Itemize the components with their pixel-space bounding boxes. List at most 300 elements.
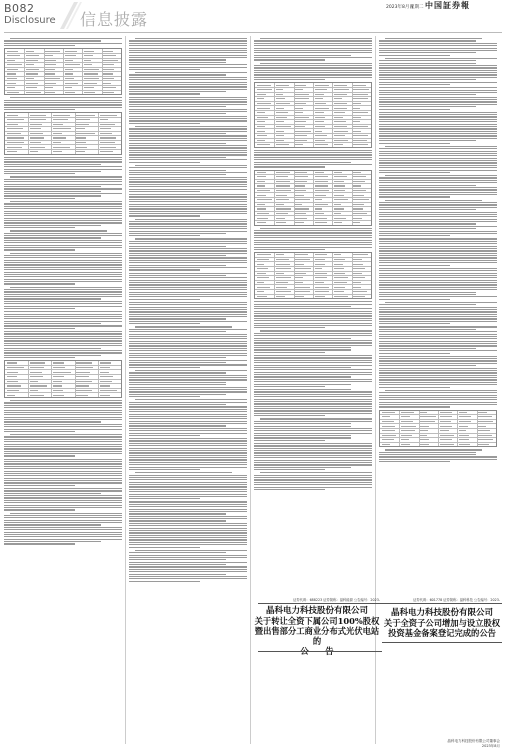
text-line [4, 249, 75, 250]
text-line [4, 543, 75, 544]
page-code: B082 [4, 2, 35, 15]
text-line [254, 67, 372, 68]
text-line [254, 452, 372, 453]
text-line [129, 506, 247, 507]
text-line [254, 413, 372, 414]
text-line [10, 201, 122, 202]
text-line [379, 253, 497, 254]
text-line [4, 188, 122, 189]
text-line [129, 147, 247, 148]
text-line [4, 272, 122, 273]
text-line [4, 405, 122, 406]
text-line [4, 274, 122, 275]
text-line [129, 69, 200, 70]
newspaper-name: 中国証券報 [425, 0, 470, 10]
text-line [379, 153, 497, 154]
text-line [129, 562, 247, 563]
footer-signature [448, 739, 501, 748]
text-line [254, 313, 372, 314]
text-line [129, 467, 247, 468]
text-line [379, 65, 497, 66]
text-line [379, 314, 497, 315]
text-line [254, 482, 372, 483]
text-line [4, 493, 101, 494]
text-line [129, 199, 247, 200]
text-line [379, 235, 450, 236]
text-line [129, 530, 247, 531]
text-line [385, 200, 482, 201]
text-line [379, 289, 497, 290]
text-line [129, 513, 226, 514]
text-line [254, 406, 372, 407]
text-line [129, 396, 200, 397]
text-line [129, 208, 247, 209]
text-line [129, 64, 247, 65]
text-line [379, 323, 450, 324]
text-line [4, 534, 122, 535]
text-line [254, 367, 351, 368]
text-line [129, 140, 247, 141]
text-line [379, 43, 497, 44]
text-line [129, 89, 247, 90]
text-line [254, 70, 372, 71]
footer-line: 晶科电力科技股份有限公司董事会 [447, 739, 500, 743]
text-line [129, 569, 247, 570]
text-line [129, 404, 226, 405]
column-divider [125, 36, 126, 744]
text-line [254, 249, 325, 250]
footer-line: 2023年8月 [481, 743, 500, 748]
text-line [129, 157, 226, 158]
text-line [4, 338, 122, 339]
text-line [10, 400, 122, 401]
text-line [4, 260, 122, 261]
text-line [129, 74, 226, 75]
text-line [129, 150, 247, 151]
text-line [254, 410, 372, 411]
text-line [4, 220, 122, 221]
text-line [4, 227, 75, 228]
text-line [379, 404, 497, 405]
text-line [254, 357, 372, 358]
text-line [379, 268, 497, 269]
text-line [379, 296, 497, 297]
text-line [4, 414, 122, 415]
text-line [254, 415, 325, 416]
text-line [129, 323, 200, 324]
text-line [129, 574, 226, 575]
text-line [129, 79, 247, 80]
text-line [379, 106, 476, 107]
text-line [379, 370, 497, 371]
text-line [379, 326, 497, 327]
text-line [254, 399, 372, 400]
text-line [379, 461, 450, 462]
text-line [4, 181, 122, 182]
text-line [129, 179, 247, 180]
text-line [379, 379, 497, 380]
text-line [129, 133, 226, 134]
text-line [379, 452, 476, 453]
text-line [4, 267, 122, 268]
text-line [260, 38, 372, 39]
text-line [129, 334, 247, 335]
text-line [129, 269, 200, 270]
text-line [129, 377, 247, 378]
text-line [379, 375, 497, 376]
page-header [0, 0, 506, 34]
text-line [4, 532, 122, 533]
text-line [254, 430, 372, 431]
text-line [379, 265, 450, 266]
text-line [4, 439, 122, 440]
text-line [254, 43, 372, 44]
header-rule [4, 32, 502, 33]
text-line [385, 58, 497, 59]
text-column-2 [129, 36, 247, 744]
text-line [129, 45, 247, 46]
text-line [254, 323, 372, 324]
text-line [379, 182, 497, 183]
text-line [4, 198, 75, 199]
text-line [379, 358, 497, 359]
text-line [129, 128, 247, 129]
text-line [135, 38, 247, 39]
text-line [4, 451, 122, 452]
text-line [254, 242, 372, 243]
text-line [379, 189, 497, 190]
text-line [129, 287, 247, 288]
text-line [129, 443, 247, 444]
text-line [129, 539, 247, 540]
text-line [379, 307, 497, 308]
text-line [379, 395, 497, 396]
text-line [129, 99, 247, 100]
text-line [379, 363, 497, 364]
text-line [379, 257, 497, 258]
text-line [129, 477, 247, 478]
text-line [254, 457, 372, 458]
text-line [129, 336, 247, 337]
text-line [129, 576, 247, 577]
announcement-rule [258, 603, 382, 604]
text-line [379, 90, 497, 91]
text-line [129, 143, 226, 144]
text-line [379, 282, 497, 283]
text-line [129, 228, 247, 229]
text-line [129, 120, 247, 121]
announcement-title-line: 投资基金备案登记完成的公告 [388, 628, 496, 638]
text-line [4, 340, 122, 341]
text-line [129, 489, 247, 490]
text-line [4, 296, 122, 297]
text-line [10, 287, 122, 288]
text-line [379, 128, 497, 129]
text-line [4, 328, 75, 329]
text-line [129, 353, 247, 354]
text-line [129, 77, 247, 78]
text-line [129, 246, 226, 247]
text-line [4, 490, 122, 491]
text-line [10, 38, 122, 39]
text-line [129, 520, 226, 521]
text-line [254, 79, 325, 80]
text-line [379, 214, 497, 215]
text-line [379, 365, 476, 366]
text-line [4, 279, 122, 280]
text-line [379, 74, 497, 75]
text-line [379, 79, 476, 80]
text-line [129, 486, 247, 487]
text-line [379, 243, 497, 244]
text-line [4, 480, 122, 481]
text-line [129, 67, 247, 68]
text-line [379, 228, 476, 229]
text-line [129, 484, 247, 485]
text-line [379, 170, 497, 171]
text-line [4, 355, 101, 356]
text-line [379, 238, 497, 239]
text-line [379, 104, 497, 105]
text-line [4, 520, 122, 521]
text-line [254, 320, 372, 321]
text-line [129, 111, 247, 112]
text-line [379, 84, 450, 85]
text-line [135, 126, 247, 127]
text-line [4, 468, 122, 469]
table-row [255, 143, 371, 147]
text-line [4, 488, 122, 489]
text-line [379, 454, 476, 455]
text-line [254, 435, 351, 436]
text-line [4, 502, 122, 503]
text-line [254, 57, 372, 58]
text-line [4, 541, 101, 542]
announcement-title-block [252, 606, 382, 656]
text-line [254, 381, 372, 382]
text-line [379, 140, 476, 141]
text-line [379, 126, 497, 127]
text-line [4, 348, 101, 349]
text-line [129, 93, 200, 94]
text-line [379, 246, 497, 247]
text-line [129, 257, 247, 258]
text-line [379, 318, 497, 319]
text-line [4, 102, 122, 103]
text-line [254, 469, 325, 470]
text-line [129, 253, 247, 254]
text-line [379, 67, 497, 68]
text-line [254, 365, 372, 366]
text-line [129, 440, 247, 441]
table-row [380, 443, 496, 447]
text-line [379, 209, 476, 210]
text-line [4, 453, 122, 454]
text-line [129, 394, 226, 395]
text-line [135, 326, 232, 327]
text-line [379, 255, 497, 256]
text-line [254, 72, 372, 73]
text-line [129, 459, 247, 460]
text-line [254, 437, 351, 438]
text-line [379, 187, 497, 188]
text-line [129, 267, 247, 268]
text-line [129, 491, 247, 492]
text-line [129, 457, 247, 458]
text-line [379, 459, 497, 460]
text-line [379, 138, 497, 139]
text-line [379, 284, 497, 285]
text-line [379, 343, 497, 344]
text-line [254, 396, 372, 397]
text-line [4, 475, 122, 476]
text-line [129, 525, 247, 526]
text-line [4, 247, 122, 248]
text-line [129, 316, 247, 317]
text-line [129, 379, 247, 380]
text-line [254, 389, 351, 390]
text-line [4, 321, 122, 322]
text-line [4, 539, 122, 540]
text-line [129, 314, 247, 315]
text-line [4, 410, 122, 411]
text-line [129, 448, 247, 449]
text-line [254, 159, 372, 160]
text-line [129, 516, 247, 517]
text-line [129, 233, 226, 234]
text-line [254, 374, 372, 375]
text-line [254, 77, 372, 78]
text-line [379, 262, 497, 263]
text-line [4, 257, 122, 258]
text-line [135, 399, 247, 400]
text-line [129, 518, 247, 519]
text-line [135, 72, 247, 73]
text-line [4, 235, 122, 236]
text-line [379, 336, 497, 337]
text-line [4, 276, 122, 277]
text-line [129, 348, 247, 349]
text-line [379, 185, 476, 186]
text-line [4, 431, 75, 432]
text-line [129, 211, 247, 212]
text-line [129, 131, 247, 132]
text-line [129, 494, 247, 495]
issue-date: 2023年8月日 [386, 5, 414, 10]
text-line [129, 364, 247, 365]
text-line [4, 505, 122, 506]
text-line [129, 154, 247, 155]
text-line [379, 382, 497, 383]
section-title: 信息披露 [80, 10, 149, 29]
text-line [254, 475, 372, 476]
text-line [129, 411, 247, 412]
text-line [129, 201, 247, 202]
text-line [129, 135, 247, 136]
text-line [254, 325, 372, 326]
text-line [129, 221, 247, 222]
announcement-title-line: 关于全资子公司增加与设立股权 [383, 618, 501, 628]
text-line [4, 482, 122, 483]
text-line [4, 426, 122, 427]
text-line [4, 459, 122, 460]
text-line [385, 38, 482, 39]
text-line [379, 360, 497, 361]
text-line [129, 435, 200, 436]
text-line [4, 412, 122, 413]
text-line [129, 159, 247, 160]
text-line [135, 219, 247, 220]
text-line [379, 196, 450, 197]
text-line [385, 175, 497, 176]
text-line [379, 94, 476, 95]
text-line [385, 302, 497, 303]
text-line [4, 478, 122, 479]
text-line [129, 304, 247, 305]
text-line [4, 357, 75, 358]
text-line [379, 356, 497, 357]
text-line [4, 301, 122, 302]
text-line [129, 318, 226, 319]
table-row [5, 393, 121, 397]
text-line [4, 323, 101, 324]
text-line [379, 167, 497, 168]
text-line [254, 372, 372, 373]
text-line [129, 82, 247, 83]
text-line [4, 419, 122, 420]
text-line [129, 52, 247, 53]
text-line [4, 262, 122, 263]
text-line [379, 121, 497, 122]
text-line [129, 223, 247, 224]
text-line [129, 204, 247, 205]
text-line [129, 118, 247, 119]
text-line [4, 233, 122, 234]
text-line [254, 352, 325, 353]
text-line [379, 55, 450, 56]
text-line [379, 135, 497, 136]
text-line [4, 473, 122, 474]
text-line [254, 40, 372, 41]
text-line [4, 500, 122, 501]
text-line [129, 62, 226, 63]
text-line [260, 472, 372, 473]
text-line [260, 330, 372, 331]
text-line [379, 70, 497, 71]
text-line [129, 86, 247, 87]
text-line [129, 186, 247, 187]
text-line [254, 347, 351, 348]
text-line [129, 255, 226, 256]
text-line [379, 277, 497, 278]
text-line [4, 429, 122, 430]
text-line [129, 391, 247, 392]
text-line [379, 248, 497, 249]
text-line [4, 281, 122, 282]
text-line [129, 307, 247, 308]
text-line [129, 262, 247, 263]
data-table [254, 170, 372, 226]
text-line [379, 311, 497, 312]
text-line [4, 485, 75, 486]
text-line [129, 462, 247, 463]
text-line [129, 145, 247, 146]
text-line [254, 335, 372, 336]
text-line [254, 489, 325, 490]
text-line [379, 309, 497, 310]
text-line [4, 522, 122, 523]
text-line [129, 280, 247, 281]
